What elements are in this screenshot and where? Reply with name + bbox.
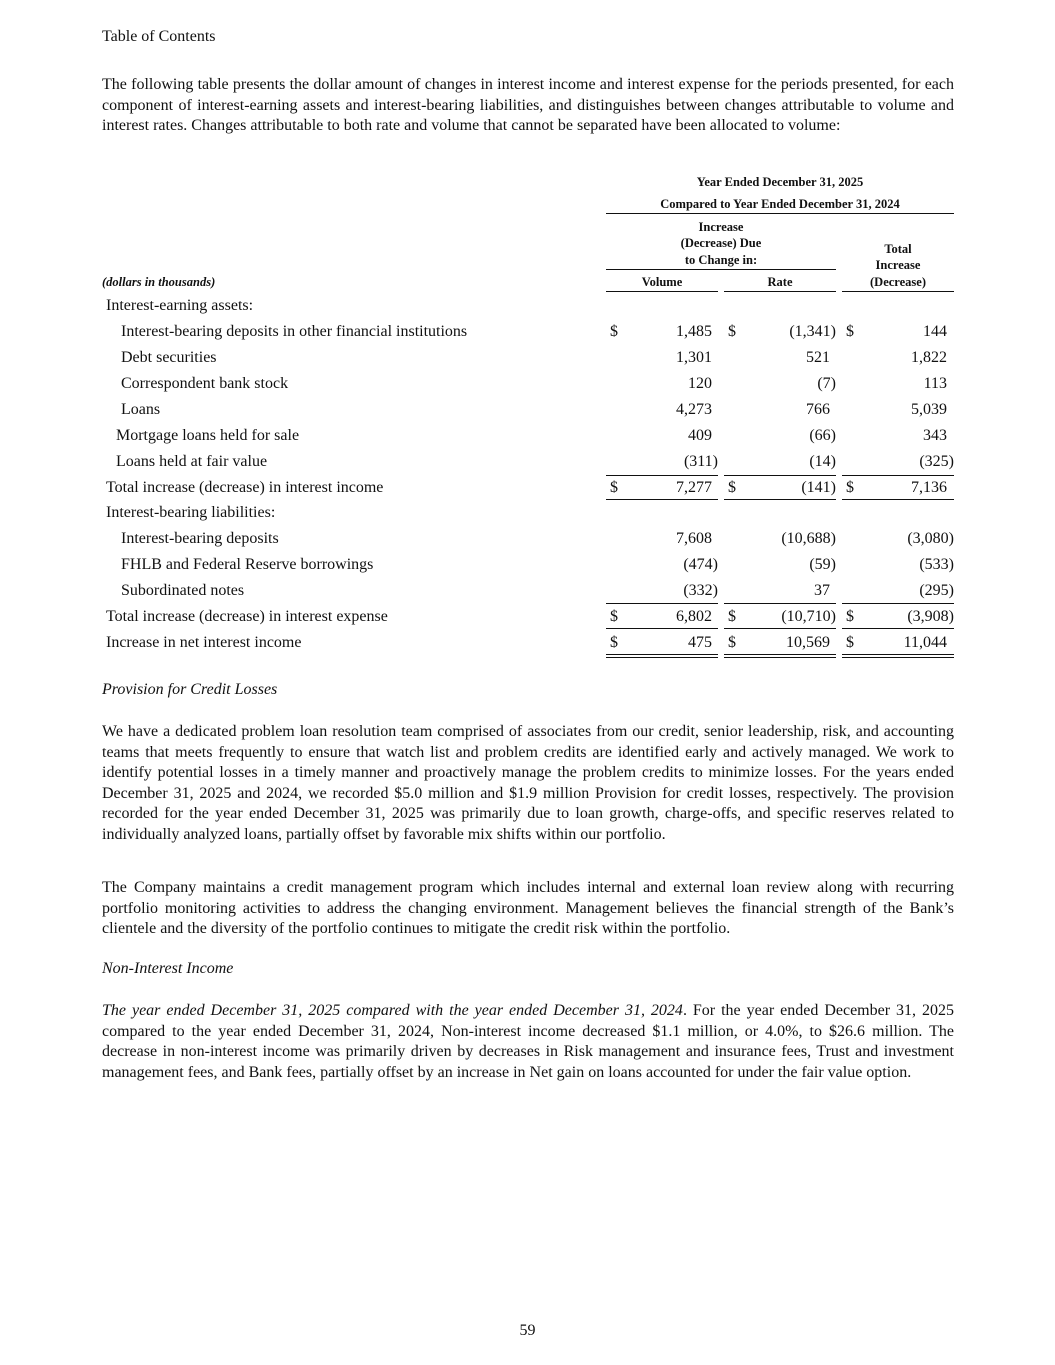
group-header-line3: to Change in:: [684, 253, 758, 267]
cell-total: (325): [919, 453, 954, 470]
row-label: Subordinated notes: [121, 582, 245, 599]
table-of-contents-link[interactable]: Table of Contents: [102, 28, 216, 45]
subtotal-rule: [842, 603, 954, 604]
currency-symbol: $: [846, 479, 854, 496]
grand-total-double-rule: [842, 654, 954, 658]
cell-volume: (311): [683, 453, 718, 470]
total-header-line3: (Decrease): [870, 275, 926, 289]
section-heading-non-interest-income: Non-Interest Income: [102, 960, 234, 977]
cell-rate: 10,569: [786, 634, 830, 651]
cell-total: 144: [923, 323, 947, 340]
cell-total: 11,044: [903, 634, 947, 651]
page-number: 59: [519, 1322, 536, 1339]
cell-rate: (14): [809, 453, 836, 470]
group-rule: [606, 269, 836, 270]
non-interest-lead: The year ended December 31, 2025 compared with the year ended December 31, 2024: [102, 1002, 683, 1019]
section-heading-provision: Provision for Credit Losses: [102, 681, 278, 698]
cell-rate: (66): [809, 427, 836, 444]
currency-symbol: $: [610, 634, 618, 651]
currency-symbol: $: [610, 479, 618, 496]
cell-total: 113: [923, 375, 947, 392]
cell-total: 1,822: [911, 349, 947, 366]
currency-symbol: $: [846, 608, 854, 625]
col-header-rate: Rate: [767, 275, 793, 289]
cell-volume: 7,277: [676, 479, 712, 496]
row-label: FHLB and Federal Reserve borrowings: [121, 556, 374, 573]
non-interest-body: . For the year ended December 31, 2025 compared to the year ended December 31, 2024, Non-interest income decreased $1.1 million, or 4.0%, to $26.6 million. The decrease in non-interest income was primarily driven by decreases in Risk management and insurance fees, Trust and investment management fees, and Bank fees, partially offset by an increase in Net gain on loans accounted for under the fair value option.: [102, 1002, 955, 1081]
row-label: Interest-bearing deposits in other financial institutions: [121, 323, 468, 340]
cell-volume: 1,301: [676, 349, 712, 366]
grand-total-double-rule: [606, 654, 718, 658]
cell-rate: (59): [809, 556, 836, 573]
cell-rate: 766: [806, 401, 830, 418]
currency-symbol: $: [728, 323, 736, 340]
cell-volume: 7,608: [676, 530, 712, 547]
provision-paragraph-2: The Company maintains a credit management program which includes internal and external loan review along with recurring portfolio monitoring activities to address the changing environment. Management believes the financial strength of the Bank’s clientele and the diversity of the portfolio continues to mitigate the credit risk within the portfolio.: [102, 879, 954, 938]
subtotal-rule: [842, 475, 954, 476]
row-label-net-interest-income: Increase in net interest income: [106, 634, 302, 651]
currency-symbol: $: [610, 323, 618, 340]
currency-symbol: $: [728, 634, 736, 651]
row-label: Loans held at fair value: [116, 453, 268, 470]
total-rule: [724, 628, 836, 629]
cell-rate: (10,710): [781, 608, 836, 625]
currency-symbol: $: [846, 634, 854, 651]
subtotal-rule: [724, 475, 836, 476]
subtotal-rule: [724, 603, 836, 604]
row-label: Debt securities: [121, 349, 217, 366]
group-header-line1: Increase: [698, 220, 744, 234]
row-label: Correspondent bank stock: [121, 375, 289, 392]
cell-volume: 4,273: [676, 401, 712, 418]
row-label: Loans: [121, 401, 161, 418]
cell-total: (3,080): [907, 530, 954, 547]
total-rule: [842, 628, 954, 629]
cell-volume: 1,485: [676, 323, 712, 340]
total-rule: [842, 291, 954, 292]
provision-paragraph-1: We have a dedicated problem loan resolution team comprised of associates from our credit, senior leadership, risk, and accounting teams that meets frequently to ensure that watch list and problem credits are identified early and actively managed. We work to identify potential losses in a timely manner and proactively manage the problem credits to minimize losses. For the years ended December 31, 2025 and 2024, we recorded $5.0 million and $1.9 million Provision for credit losses, respectively. The provision recorded for the year ended December 31, 2025 was primarily due to loan growth, charge-offs, and specific reserves related to individually analyzed loans, partially offset by favorable mix shifts within our portfolio.: [102, 723, 954, 843]
section-label-liabilities: Interest-bearing liabilities:: [106, 504, 276, 521]
currency-symbol: $: [728, 608, 736, 625]
cell-volume: (332): [683, 582, 718, 599]
total-header-line1: Total: [884, 242, 912, 256]
cell-volume: (474): [683, 556, 718, 573]
row-label: Mortgage loans held for sale: [116, 427, 300, 444]
cell-rate: (7): [817, 375, 836, 392]
cell-rate: (10,688): [781, 530, 836, 547]
total-header-line2: Increase: [875, 258, 921, 272]
cell-rate: 521: [806, 349, 830, 366]
units-label: (dollars in thousands): [102, 275, 216, 289]
total-rule: [724, 499, 836, 500]
group-header-line2: (Decrease) Due: [680, 236, 762, 250]
row-label-total-income: Total increase (decrease) in interest income: [106, 479, 384, 496]
intro-paragraph: The following table presents the dollar amount of changes in interest income and interest expense for the periods presented, for each component of interest-earning assets and interest-bearing liabilities, and distinguishes between changes attributable to volume and interest rates. Changes attributable to both rate and volume that cannot be separated have been allocated to volume:: [102, 76, 954, 135]
cell-total: (3,908): [907, 608, 954, 625]
grand-total-double-rule: [724, 654, 836, 658]
cell-volume: 6,802: [676, 608, 712, 625]
cell-total: 343: [923, 427, 947, 444]
cell-rate: 37: [814, 582, 830, 599]
cell-volume: 475: [688, 634, 712, 651]
cell-volume: 120: [688, 375, 712, 392]
volume-rule: [606, 291, 718, 292]
col-header-volume: Volume: [641, 275, 683, 289]
row-label: Interest-bearing deposits: [121, 530, 279, 547]
cell-total: 5,039: [911, 401, 947, 418]
subtotal-rule: [606, 603, 718, 604]
subtotal-rule: [606, 475, 718, 476]
currency-symbol: $: [728, 479, 736, 496]
currency-symbol: $: [846, 323, 854, 340]
currency-symbol: $: [610, 608, 618, 625]
header-rule: [606, 213, 954, 214]
table-header-comparison: Compared to Year Ended December 31, 2024: [660, 197, 900, 211]
cell-total: 7,136: [911, 479, 947, 496]
non-interest-paragraph: [102, 1001, 954, 1083]
rate-rule: [724, 291, 836, 292]
cell-total: (533): [919, 556, 954, 573]
total-rule: [842, 499, 954, 500]
cell-rate: (141): [801, 479, 836, 496]
cell-volume: 409: [688, 427, 712, 444]
cell-total: (295): [919, 582, 954, 599]
total-rule: [606, 499, 718, 500]
cell-rate: (1,341): [789, 323, 836, 340]
section-label-assets: Interest-earning assets:: [106, 297, 254, 314]
table-header-period: Year Ended December 31, 2025: [696, 175, 864, 189]
row-label-total-expense: Total increase (decrease) in interest expense: [106, 608, 388, 625]
total-rule: [606, 628, 718, 629]
